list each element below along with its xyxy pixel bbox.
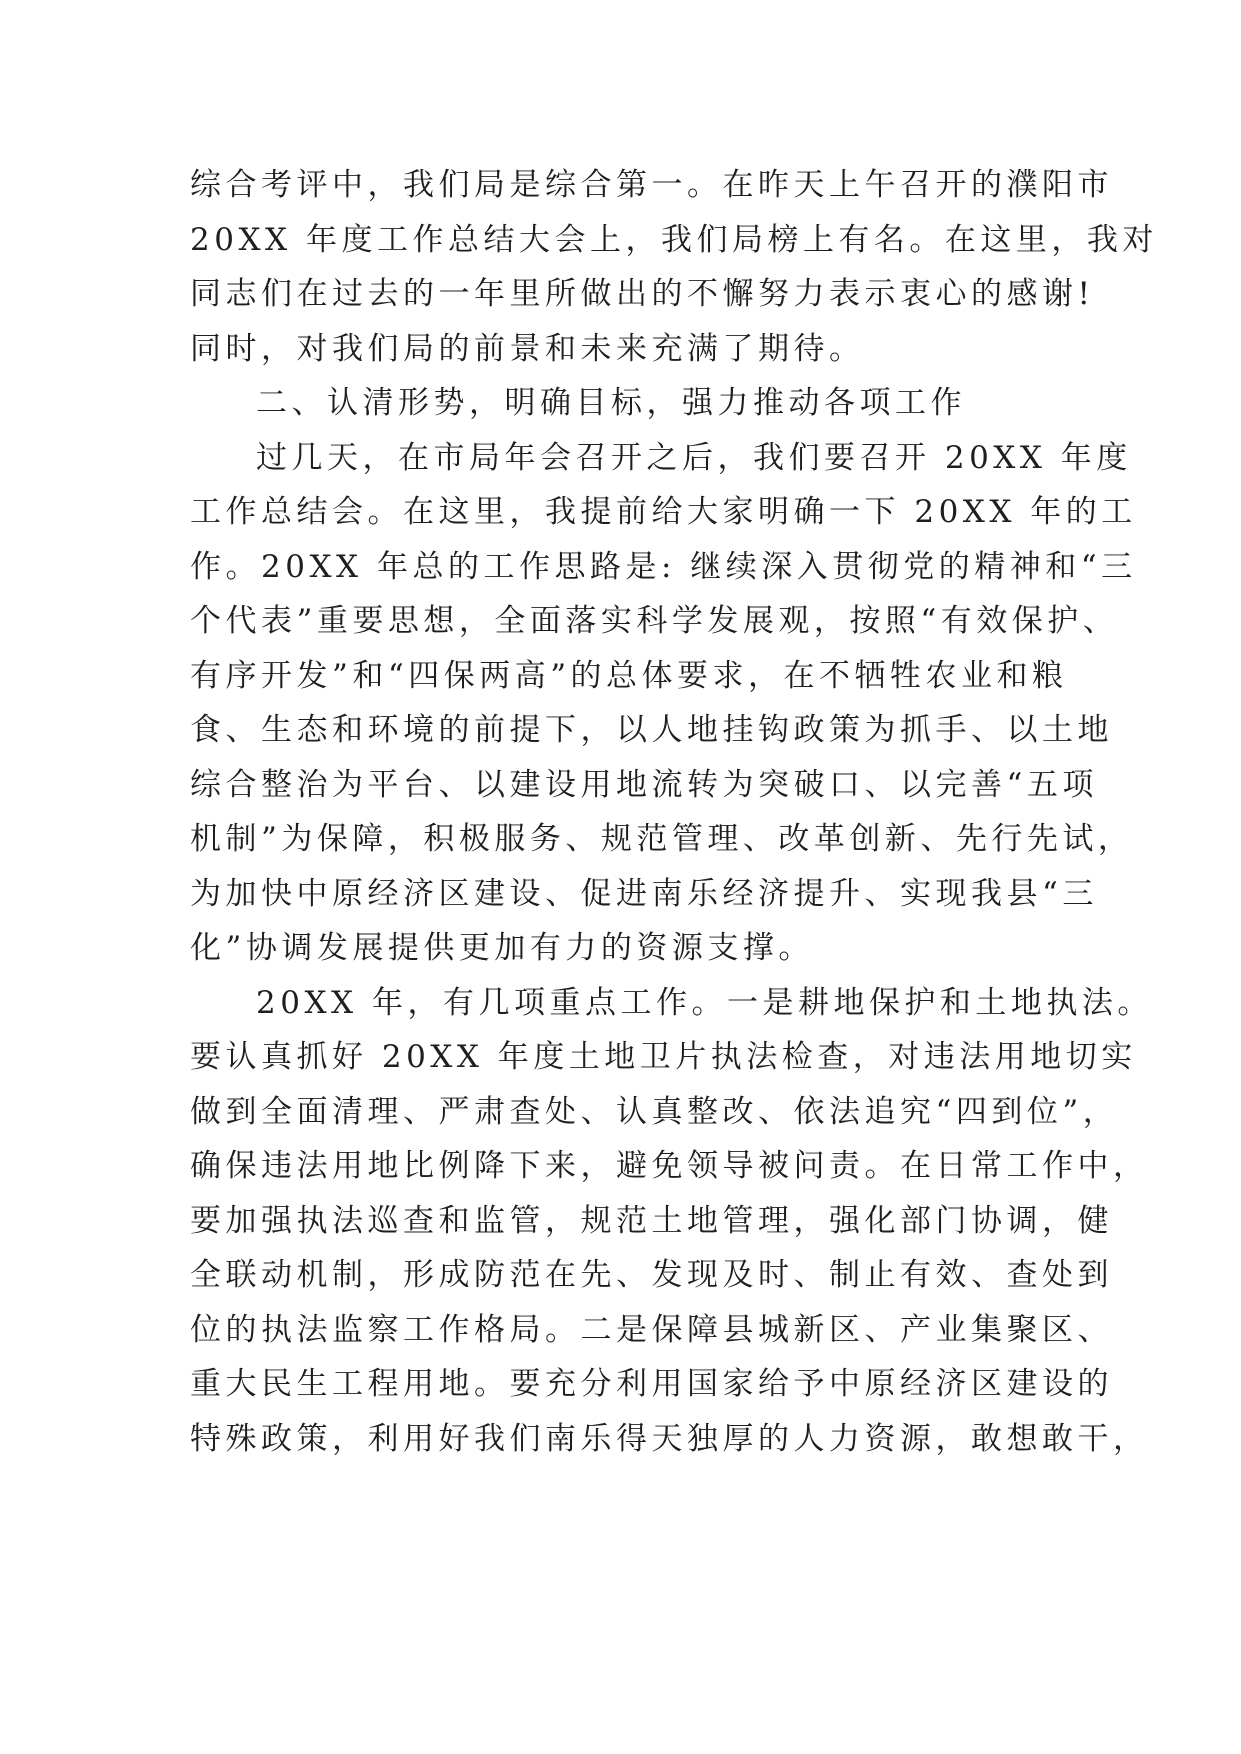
paragraph-line: 食、生态和环境的前提下，以人地挂钩政策为抓手、以土地 xyxy=(190,712,1113,748)
paragraph-line: 20XX 年，有几项重点工作。一是耕地保护和土地执法。 xyxy=(256,984,1153,1021)
paragraph-line: 个代表”重要思想，全面落实科学发展观，按照“有效保护、 xyxy=(190,603,1119,639)
paragraph-line: 全联动机制，形成防范在先、发现及时、制止有效、查处到 xyxy=(190,1257,1113,1293)
paragraph-line: 20XX 年度工作总结大会上，我们局榜上有名。在这里，我对 xyxy=(190,221,1158,258)
paragraph-line: 特殊政策，利用好我们南乐得天独厚的人力资源，敢想敢干， xyxy=(190,1420,1149,1457)
paragraph-line: 工作总结会。在这里，我提前给大家明确一下 20XX 年的工 xyxy=(190,494,1137,530)
paragraph-line: 化”协调发展提供更加有力的资源支撑。 xyxy=(190,930,814,966)
paragraph-line: 为加快中原经济区建设、促进南乐经济提升、实现我县“三 xyxy=(190,875,1098,912)
paragraph-line: 有序开发”和“四保两高”的总体要求，在不牺牲农业和粮 xyxy=(190,657,1068,694)
paragraph-line: 综合考评中，我们局是综合第一。在昨天上午召开的濮阳市 xyxy=(190,167,1113,203)
section-heading: 二、认清形势，明确目标，强力推动各项工作 xyxy=(256,385,966,421)
paragraph-line: 要加强执法巡查和监管，规范土地管理，强化部门协调，健 xyxy=(190,1202,1113,1239)
paragraph-line: 同时，对我们局的前景和未来充满了期待。 xyxy=(190,330,865,367)
document-body xyxy=(190,158,1158,1466)
paragraph-line: 位的执法监察工作格局。二是保障县城新区、产业集聚区、 xyxy=(190,1311,1113,1348)
paragraph-line: 同志们在过去的一年里所做出的不懈努力表示衷心的感谢! xyxy=(190,276,1095,312)
paragraph-line: 综合整治为平台、以建设用地流转为突破口、以完善“五项 xyxy=(190,766,1098,803)
paragraph-line: 重大民生工程用地。要充分利用国家给予中原经济区建设的 xyxy=(190,1366,1113,1402)
paragraph-line: 作。20XX 年总的工作思路是: 继续深入贯彻党的精神和“三 xyxy=(190,548,1137,585)
paragraph-line: 过几天，在市局年会召开之后，我们要召开 20XX 年度 xyxy=(256,439,1132,476)
paragraph-line: 确保违法用地比例降下来，避免领导被问责。在日常工作中， xyxy=(190,1148,1149,1184)
paragraph-line: 机制”为保障，积极服务、规范管理、改革创新、先行先试， xyxy=(190,821,1134,857)
paragraph-line: 要认真抓好 20XX 年度土地卫片执法检查，对违法用地切实 xyxy=(190,1039,1137,1075)
paragraph-line: 做到全面清理、严肃查处、认真整改、依法追究“四到位”， xyxy=(190,1093,1119,1130)
